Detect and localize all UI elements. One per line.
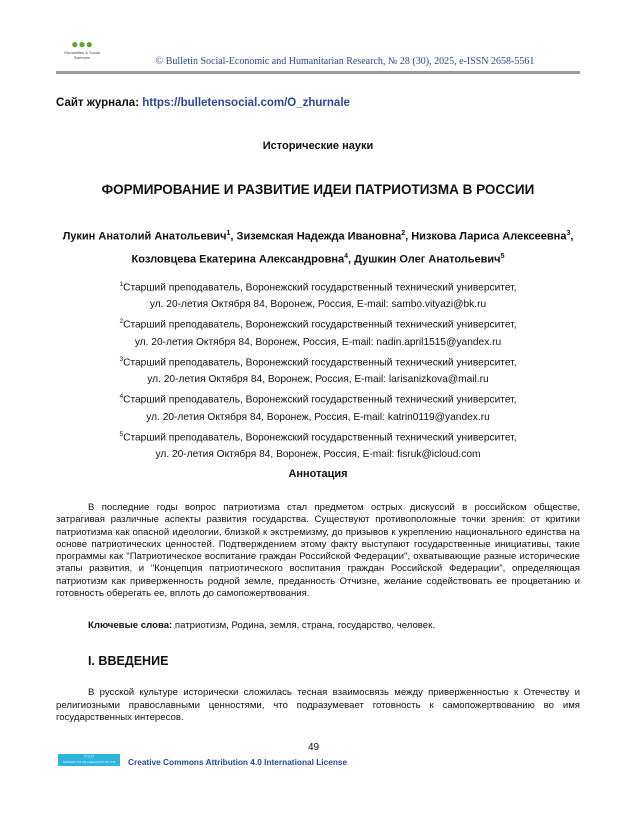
author-separator: , — [348, 253, 355, 266]
site-link[interactable]: https://bulletensocial.com/O_zhurnale — [142, 97, 350, 109]
affiliation-position — [56, 313, 580, 333]
abstract-heading: Аннотация — [288, 468, 348, 480]
people-icon: ●●● — [71, 37, 93, 51]
affiliation — [56, 276, 580, 313]
journal-site — [56, 97, 350, 109]
affiliation-index: 1 — [119, 281, 124, 288]
author-separator: , — [570, 230, 574, 243]
cc-badge-text: Attribution 4.0 International (CC BY 4.0) — [62, 760, 116, 764]
affiliation-address: ул. 20-летия Октября 84, Воронеж, Россия, E-mail: katrin0119@yandex.ru — [146, 411, 490, 423]
author-index: 3 — [566, 230, 571, 237]
author-name: Козловцева Екатерина Александровна — [131, 253, 345, 266]
authors — [56, 224, 580, 269]
journal-logo — [62, 38, 102, 60]
affiliation-index: 5 — [119, 430, 124, 438]
affiliation-address: ул. 20-летия Октября 84, Воронеж, Россия, E-mail: nadin.april1515@yandex.ru — [134, 336, 502, 348]
author-index: 4 — [344, 252, 349, 260]
intro-text: В русской культуре исторически сложилась тесная взаимосвязь между приверженностью к Отечеству и религиозными православными ценностями, что подразумевает готовность к самопожертвованию во имя государственных интересов. — [56, 687, 580, 723]
affiliation-line1: Старший преподаватель, Воронежский государственный технический университет, — [123, 394, 517, 406]
affiliation-position — [56, 388, 580, 408]
author-index: 5 — [500, 252, 505, 260]
section-name: Исторические науки — [262, 140, 374, 152]
affiliation-index: 3 — [119, 355, 124, 363]
intro — [56, 687, 580, 725]
author-index: 2 — [401, 230, 406, 237]
affiliation-position — [56, 276, 580, 296]
license-link[interactable]: Creative Commons Attribution 4.0 International License — [128, 757, 348, 767]
affiliation-position — [56, 426, 580, 446]
cc-license-badge[interactable] — [58, 754, 120, 766]
author-name: Низкова Лариса Алексеевна — [411, 230, 567, 243]
author-name: Душкин Олег Анатольевич — [354, 253, 501, 266]
affiliation-line1: Старший преподаватель, Воронежский государственный технический университет, — [123, 431, 517, 443]
cc-icon: ○○○ — [83, 754, 95, 760]
abstract-text: В последние годы вопрос патриотизма стал предметом острых дискуссий в российском обществе, затрагивая различные аспекты развития государства. Существуют противоположные точки зрения: от критики патриотизма как опасной идеологии, близкой к экстремизму, до призывов к укреплению национального единства на основе патриотических ценностей. Подтверждением этому факту выступают государственные инициативы, такие программы как "Патриотическое воспитание граждан Российской Федерации", охватывающие разные исторические этапы развития, и "Концепция патриотического воспитания граждан Российской Федерации", определяющая патриотизм как приверженность родной земле, преданность Отчизне, желание содействовать ее процветанию и готовность оберегать ее, вплоть до самопожертвования. — [56, 502, 580, 600]
header-citation: © Bulletin Social-Economic and Humanitarian Research, № 28 (30), 2025, e-ISSN 2658-5561 — [155, 56, 535, 67]
header-divider — [56, 71, 580, 74]
abstract — [56, 502, 580, 600]
affiliation — [56, 388, 580, 425]
affiliation-address: ул. 20-летия Октября 84, Воронеж, Россия, E-mail: sambo.vityazi@bk.ru — [149, 299, 487, 311]
affiliation — [56, 313, 580, 350]
keywords-text: патриотизм, Родина, земля, страна, государство, человек. — [172, 620, 435, 631]
intro-heading: I. ВВЕДЕНИЕ — [88, 654, 169, 668]
author-separator: , — [230, 230, 237, 243]
affiliation-address: ул. 20-летия Октября 84, Воронеж, Россия, E-mail: larisanizkova@mail.ru — [147, 374, 489, 386]
affiliation-index: 4 — [119, 393, 124, 401]
page-number: 49 — [308, 742, 320, 753]
affiliation-address: ул. 20-летия Октября 84, Воронеж, Россия, E-mail: fisruk@icloud.com — [155, 448, 481, 460]
site-label: Сайт журнала: — [56, 97, 140, 109]
affiliation-line1: Старший преподаватель, Воронежский государственный технический университет, — [123, 357, 517, 369]
affiliation — [56, 351, 580, 388]
affiliation-index: 2 — [119, 318, 124, 326]
keywords — [88, 620, 435, 631]
logo-text: Humanities & Social Sciences — [64, 50, 100, 60]
article-title: ФОРМИРОВАНИЕ И РАЗВИТИЕ ИДЕИ ПАТРИОТИЗМА В РОССИИ — [101, 182, 535, 197]
author-name: Лукин Анатолий Анатольевич — [62, 230, 227, 243]
author-separator: , — [405, 230, 412, 243]
affiliations — [56, 276, 580, 463]
affiliation-line1: Старший преподаватель, Воронежский государственный технический университет, — [123, 319, 517, 331]
keywords-label: Ключевые слова: — [88, 620, 173, 631]
affiliation-line1: Старший преподаватель, Воронежский государственный технический университет, — [123, 282, 517, 294]
affiliation — [56, 426, 580, 463]
author-name: Зиземская Надежда Ивановна — [236, 230, 402, 243]
affiliation-position — [56, 351, 580, 371]
author-index: 1 — [226, 230, 231, 237]
